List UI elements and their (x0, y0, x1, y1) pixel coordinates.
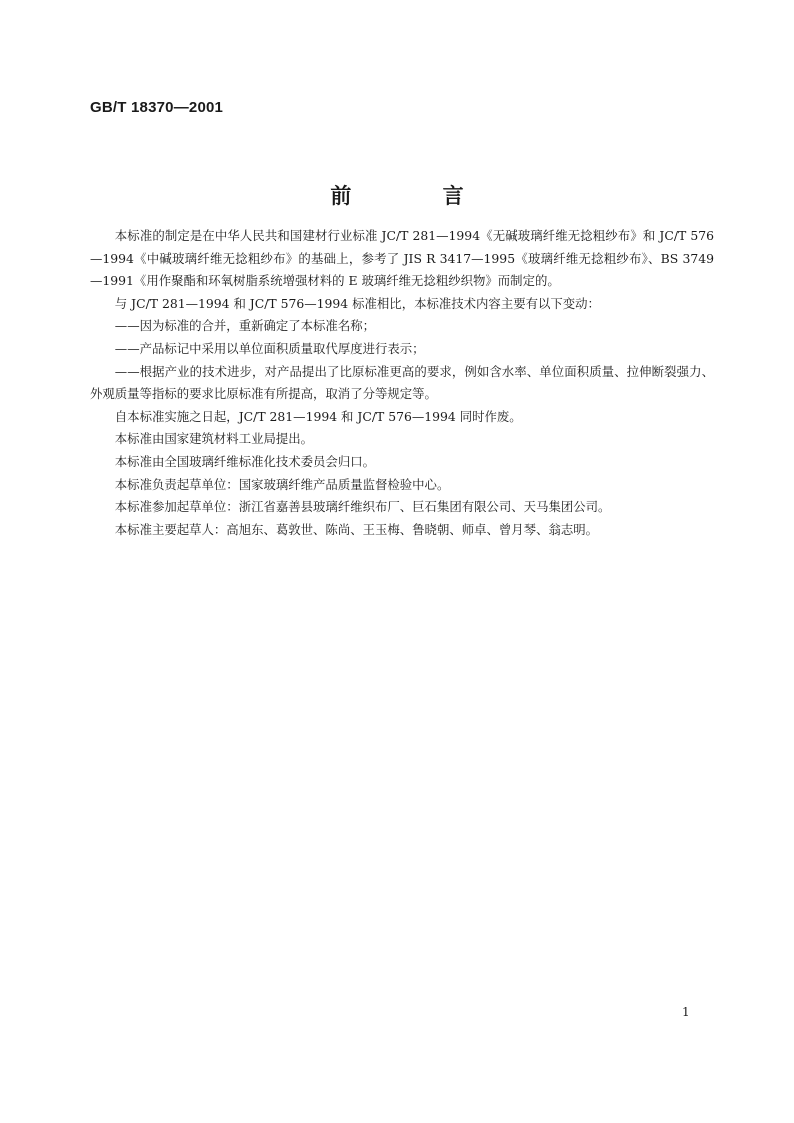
page-number: 1 (682, 1005, 690, 1019)
paragraph-change-name: ——因为标准的合并，重新确定了本标准名称； (114, 318, 375, 334)
paragraph-drafters: 本标准主要起草人：高旭东、葛敦世、陈尚、王玉梅、鲁晓朝、师卓、曾月琴、翁志明。 (114, 521, 599, 537)
foreword-body (90, 225, 714, 541)
paragraph-drafting-unit: 本标准负责起草单位：国家玻璃纤维产品质量监督检验中心。 (114, 476, 450, 492)
paragraph-supersedes: 自本标准实施之日起，JC/T 281—1994 和 JC/T 576—1994 同时作废。 (114, 408, 522, 424)
standard-code: GB/T 18370—2001 (90, 99, 224, 116)
paragraph-changes-intro: 与 JC/T 281—1994 和 JC/T 576—1994 标准相比，本标准技术内容主要有以下变动： (114, 295, 600, 311)
paragraph-centralized-by: 本标准由全国玻璃纤维标准化技术委员会归口。 (114, 453, 375, 469)
paragraph-proposed-by: 本标准由国家建筑材料工业局提出。 (114, 431, 314, 447)
paragraph-basis: 本标准的制定是在中华人民共和国建材行业标准 JC/T 281—1994《无碱玻璃纤维无捻粗纱布》和 JC/T 576—1994《中碱玻璃纤维无捻粗纱布》的基础上，参考了 JIS R 3417—1995《玻璃纤维无捻粗纱布》、BS 3749—1991《用作聚酯和环氧树脂系统增强材料的 E 玻璃纤维无捻粗纱织物》而制定的。 (90, 228, 714, 289)
paragraph-change-requirements: ——根据产业的技术进步，对产品提出了比原标准更高的要求，例如含水率、单位面积质量、拉伸断裂强力、外观质量等指标的要求比原标准有所提高，取消了分等规定等。 (90, 363, 714, 402)
page-title: 前 言 (330, 184, 506, 208)
paragraph-change-marking: ——产品标记中采用以单位面积质量取代厚度进行表示； (114, 340, 425, 356)
paragraph-participating-units: 本标准参加起草单位：浙江省嘉善县玻璃纤维织布厂、巨石集团有限公司、天马集团公司。 (114, 499, 611, 515)
